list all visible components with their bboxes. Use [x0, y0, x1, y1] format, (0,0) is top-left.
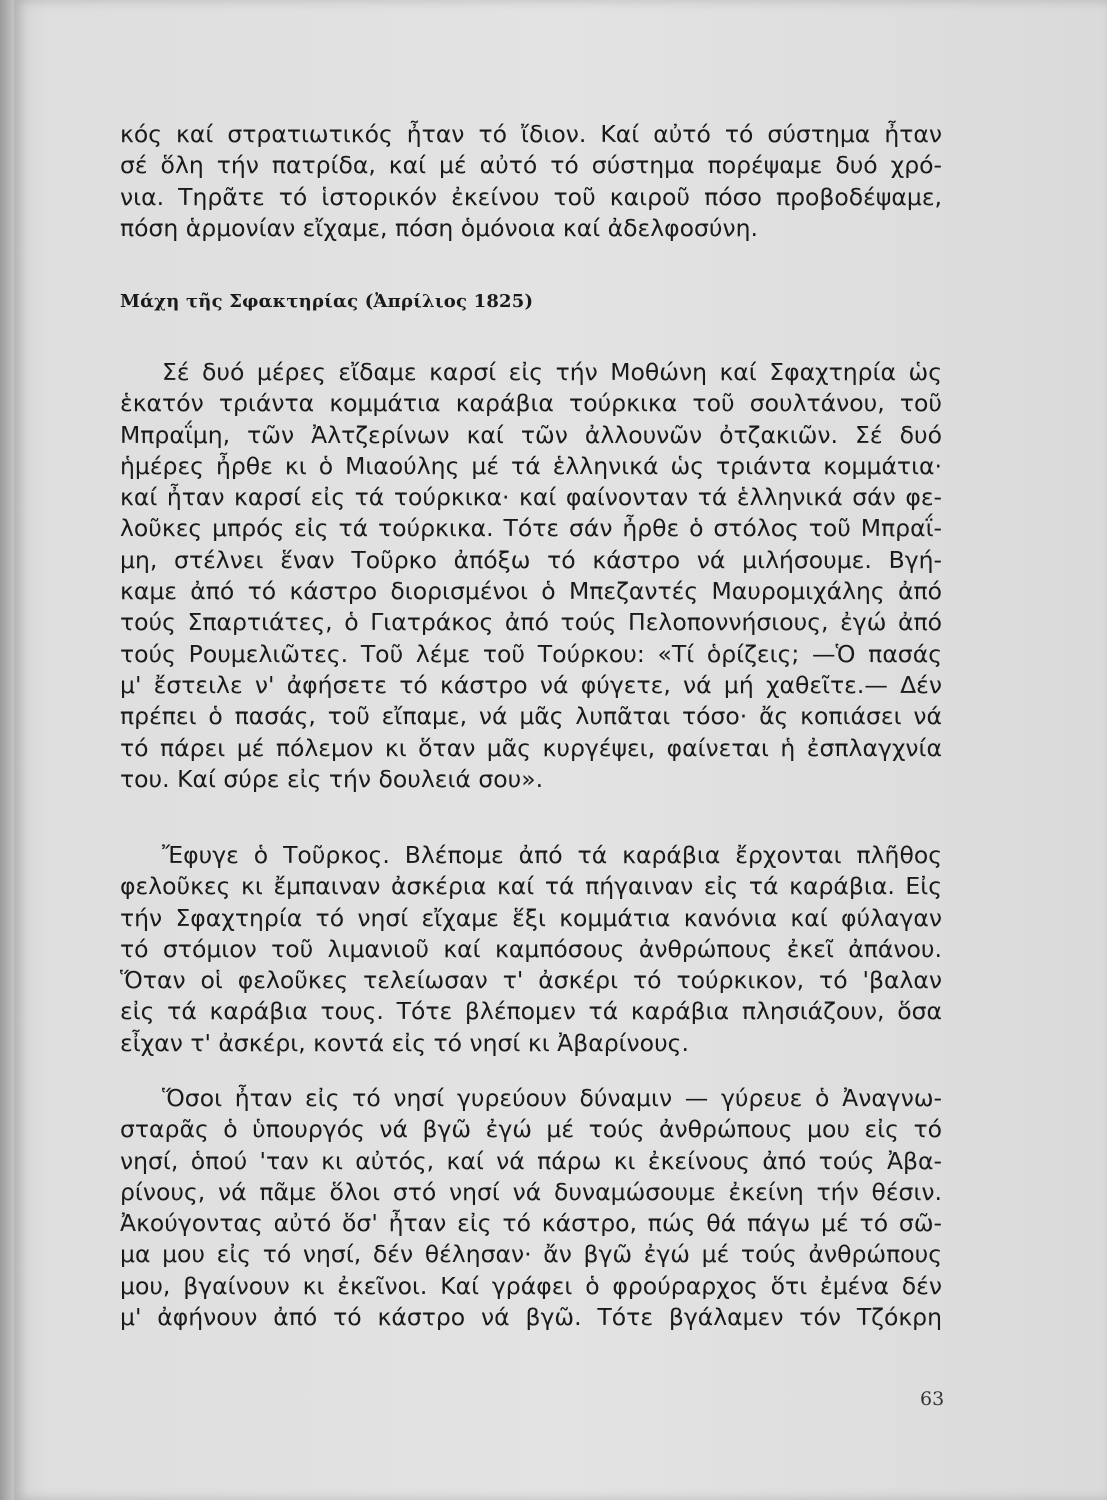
section-heading: Μάχη τῆς Σφακτηρίας (Ἀπρίλιος 1825) [120, 291, 534, 312]
text-line: μ' ἀφήνουν ἀπό τό κάστρο νά βγῶ. Τότε βγάλαμεν τόν Τζόκρη [120, 1303, 942, 1332]
text-line: ρίνους, νά πᾶμε ὅλοι στό νησί νά δυναμώσουμε ἐκείνη τήν θέσιν. [120, 1177, 942, 1206]
text-line: σέ ὅλη τήν πατρίδα, καί μέ αὐτό τό σύστημα πορέψαμε δυό χρό- [120, 151, 942, 180]
text-line: πόση ἁρμονίαν εἴχαμε, πόση ὁμόνοια καί ἀδελφοσύνη. [120, 213, 759, 242]
text-line: Ἔφυγε ὁ Τοῦρκος. Βλέπομε ἀπό τά καράβια ἔρχονται πλῆθος [162, 841, 942, 869]
text-line: Σέ δυό μέρες εἴδαμε καρσί εἰς τήν Μοθώνη καί Σφαχτηρία ὡς [162, 358, 942, 386]
page-number: 63 [920, 1388, 945, 1410]
book-spine-shadow [0, 0, 14, 1500]
text-line: νια. Τηρᾶτε τό ἱστορικόν ἐκείνου τοῦ καιροῦ πόσο προβοδέψαμε, [120, 182, 942, 211]
text-line: καί ἦταν καρσί εἰς τά τούρκικα· καί φαίνονταν τά ἑλληνικά σάν φε- [120, 483, 942, 512]
text-line: τήν Σφαχτηρία τό νησί εἴχαμε ἕξι κομμάτια κανόνια καί φύλαγαν [120, 903, 942, 932]
text-line: φελοῦκες κι ἔμπαιναν ἀσκέρια καί τά πήγαιναν εἰς τά καράβια. Εἰς [120, 872, 942, 901]
paragraph-island-defense [120, 1083, 942, 1333]
text-line: Ὅσοι ἦταν εἰς τό νησί γυρεύουν δύναμιν — γύρευε ὁ Ἀναγνω- [162, 1084, 942, 1112]
text-line: κός καί στρατιωτικός ἦταν τό ἴδιον. Καί αὐτό τό σύστημα ἦταν [120, 120, 942, 148]
text-line: καμε ἀπό τό κάστρο διορισμένοι ὁ Μπεζαντές Μαυρομιχάλης ἀπό [120, 577, 942, 606]
text-line: τό πάρει μέ πόλεμον κι ὅταν μᾶς κυργέψει, φαίνεται ἡ ἐσπλαγχνία [120, 733, 942, 762]
text-line: νησί, ὁπού 'ταν κι αὐτός, καί νά πάρω κι ἐκείνους ἀπό τούς Ἀβα- [120, 1146, 942, 1175]
text-line: πρέπει ὁ πασάς, τοῦ εἴπαμε, νά μᾶς λυπᾶται τόσο· ἄς κοπιάσει νά [120, 702, 942, 731]
text-line: μου, βγαίνουν κι ἐκεῖνοι. Καί γράφει ὁ φρούραρχος ὅτι ἐμένα δέν [120, 1271, 942, 1300]
paragraph-turk-departs [120, 840, 942, 1059]
text-line: ἑκατόν τριάντα κομμάτια καράβια τούρκικα τοῦ σουλτάνου, τοῦ [120, 389, 942, 418]
text-line: μ' ἔστειλε ν' ἀφήσετε τό κάστρο νά φύγετε, νά μή χαθεῖτε.— Δέν [120, 670, 942, 699]
text-line: Ἀκούγοντας αὐτό ὅσ' ἦταν εἰς τό κάστρο, πώς θά πάγω μέ τό σῶ- [120, 1209, 942, 1238]
text-line: τούς Σπαρτιάτες, ὁ Γιατράκος ἀπό τούς Πελοποννήσιους, ἐγώ ἀπό [120, 608, 942, 637]
paragraph-battle-intro [120, 357, 942, 795]
text-line: λοῦκες μπρός εἰς τά τούρκικα. Τότε σάν ἦρθε ὁ στόλος τοῦ Μπραΐ- [120, 514, 942, 543]
opening-paragraph [120, 119, 942, 244]
text-line: τό στόμιον τοῦ λιμανιοῦ καί καμπόσους ἀνθρώπους ἐκεῖ ἀπάνου. [120, 934, 942, 963]
text-line: τούς Ρουμελιῶτες. Τοῦ λέμε τοῦ Τούρκου: «Τί ὁρίζεις; —Ὁ πασάς [120, 639, 942, 668]
text-line: σταρᾶς ὁ ὑπουργός νά βγῶ ἐγώ μέ τούς ἀνθρώπους μου εἰς τό [120, 1115, 942, 1144]
text-line: Ὅταν οἱ φελοῦκες τελείωσαν τ' ἀσκέρι τό τούρκικον, τό 'βαλαν [120, 966, 942, 995]
text-line: Μπραΐμη, τῶν Ἀλτζερίνων καί τῶν ἀλλουνῶν ὀτζακιῶν. Σέ δυό [120, 420, 942, 449]
text-line: εἶχαν τ' ἀσκέρι, κοντά εἰς τό νησί κι Ἀβαρίνους. [120, 1028, 689, 1057]
text-line: μη, στέλνει ἕναν Τοῦρκο ἀπόξω τό κάστρο νά μιλήσουμε. Βγή- [120, 545, 942, 574]
text-line: εἰς τά καράβια τους. Τότε βλέπομεν τά καράβια πλησιάζουν, ὅσα [120, 997, 942, 1026]
text-line: ἡμέρες ἦρθε κι ὁ Μιαούλης μέ τά ἑλληνικά ὡς τριάντα κομμάτια· [120, 451, 942, 480]
text-line: του. Καί σύρε εἰς τήν δουλειά σου». [120, 764, 544, 793]
text-line: μα μου εἰς τό νησί, δέν θέλησαν· ἄν βγῶ ἐγώ μέ τούς ἀνθρώπους [120, 1240, 942, 1269]
